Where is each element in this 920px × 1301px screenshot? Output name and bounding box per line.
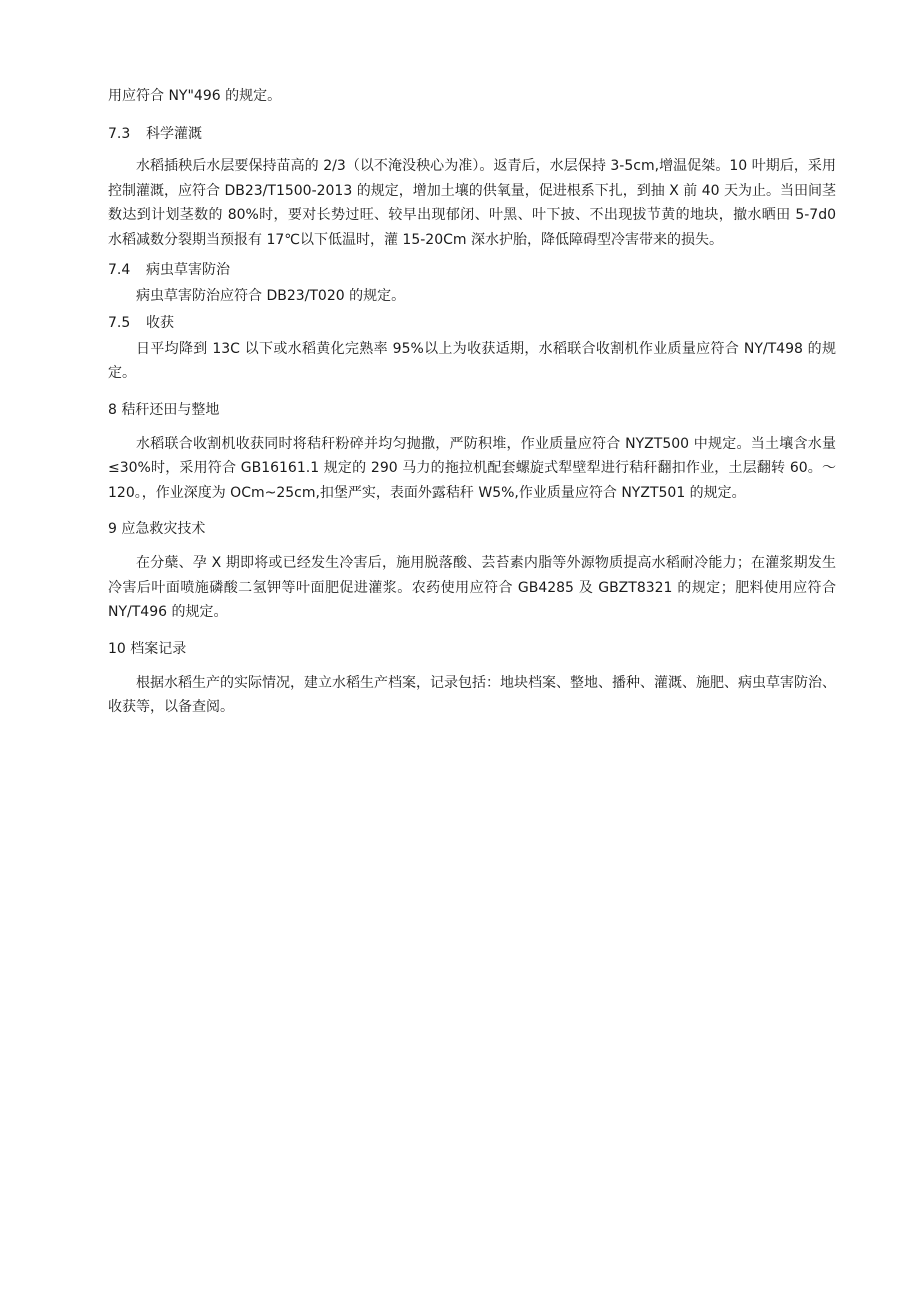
section-heading-10: 10 档案记录 [108, 640, 187, 657]
paragraph-harvest: 日平均降到 13C 以下或水稻黄化完熟率 95%以上为收获适期，水稻联合收割机作业质量应符合 NY/T498 的规定。 [108, 340, 836, 381]
paragraph-emergency: 在分蘖、孕 X 期即将或已经发生冷害后，施用脱落酸、芸苔素内脂等外源物质提高水稻耐冷能力；在灌浆期发生冷害后叶面喷施磷酸二氢钾等叶面肥促进灌浆。农药使用应符合 GB4285 及 GBZT8321 的规定；肥料使用应符合 NY/T496 的规定。 [108, 555, 836, 620]
section-heading-7-5 [108, 313, 836, 333]
document-page [108, 86, 836, 720]
section-number: 7.5 [108, 314, 131, 331]
section-heading-7-3 [108, 124, 836, 144]
section-title: 病虫草害防治 [146, 262, 230, 278]
section-heading-9: 9 应急救灾技术 [108, 521, 206, 537]
paragraph-pest-control: 病虫草害防治应符合 DB23/T020 的规定。 [136, 288, 406, 304]
section-title: 科学灌溉 [146, 126, 202, 142]
continuation-line: 用应符合 NY"496 的规定。 [108, 88, 282, 104]
section-title: 收获 [146, 314, 174, 331]
paragraph-records: 根据水稻生产的实际情况，建立水稻生产档案，记录包括：地块档案、整地、播种、灌溉、施肥、病虫草害防治、收获等，以备查阅。 [108, 674, 836, 715]
section-number: 7.3 [108, 126, 131, 142]
section-number: 7.4 [108, 262, 131, 278]
paragraph-straw-return: 水稻联合收割机收获同时将秸秆粉碎并均匀抛撒，严防积堆，作业质量应符合 NYZT500 中规定。当土壤含水量≤30%时，采用符合 GB16161.1 规定的 290 马力的拖拉机配套螺旋式犁壁犁进行秸秆翻扣作业，土层翻转 60。～120。，作业深度为 OCm~25cm,扣堡严实，表面外露秸秆 W5%,作业质量应符合 NYZT501 的规定。 [108, 435, 836, 501]
section-heading-7-4 [108, 260, 836, 280]
paragraph-irrigation: 水稻插秧后水层要保持苗高的 2/3（以不淹没秧心为准）。返青后，水层保持 3-5cm,增温促桀。10 叶期后，采用控制灌溉，应符合 DB23/T1500-2013 的规定，增加土壤的供氧量，促进根系下扎，到抽 X 前 40 天为止。当田间茎数达到计划茎数的 80%时，要对长势过旺、较早出现郁闭、叶黑、叶下披、不出现拔节黄的地块，撤水晒田 5-7d0 水稻减数分裂期当预报有 17℃以下低温时，灌 15-20Cm 深水护胎，降低障碍型冷害带来的损失。 [108, 158, 836, 248]
section-heading-8: 8 秸秆还田与整地 [108, 401, 220, 418]
